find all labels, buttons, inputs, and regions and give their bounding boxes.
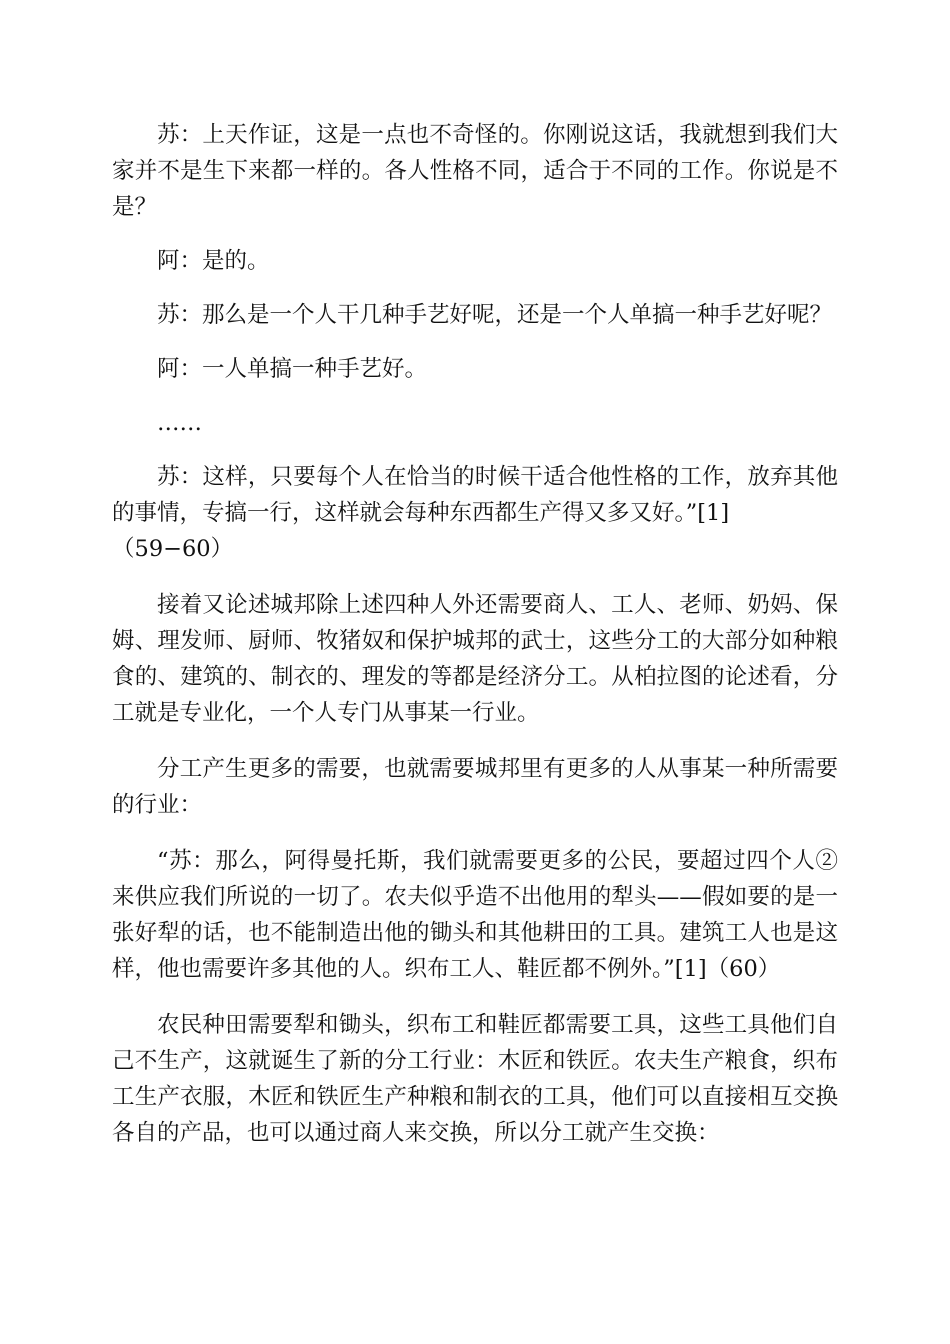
- quote-paragraph-more-citizens: “苏：那么，阿得曼托斯，我们就需要更多的公民，要超过四个人②来供应我们所说的一切了。农夫似乎造不出他用的犁头——假如要的是一张好犁的话，也不能制造出他的锄头和其他耕田的工具。建筑工人也是这样，他也需要许多其他的人。织布工人、鞋匠都不例外。”[1]（60）: [112, 848, 838, 982]
- body-paragraph-exchange: 农民种田需要犁和锄头，织布工和鞋匠都需要工具，这些工具他们自己不生产，这就诞生了新的分工行业：木匠和铁匠。农夫生产粮食，织布工生产衣服，木匠和铁匠生产种粮和制衣的工具，他们可以直接相互交换各自的产品，也可以通过商人来交换，所以分工就产生交换：: [112, 1012, 838, 1146]
- body-paragraph-division-of-labor: 接着又论述城邦除上述四种人外还需要商人、工人、老师、奶妈、保姆、理发师、厨师、牧猪奴和保护城邦的武士，这些分工的大部分如种粮食的、建筑的、制衣的、理发的等都是经济分工。从柏拉图的论述看，分工就是专业化，一个人专门从事某一行业。: [112, 592, 838, 726]
- ellipsis-line: ……: [157, 410, 202, 436]
- dialogue-paragraph-socrates-1: 苏：上天作证，这是一点也不奇怪的。你刚说这话，我就想到我们大家并不是生下来都一样的。各人性格不同，适合于不同的工作。你说是不是？: [112, 122, 838, 220]
- citation-pages: （59−60）: [112, 536, 234, 562]
- body-paragraph-more-needs: 分工产生更多的需要，也就需要城邦里有更多的人从事某一种所需要的行业：: [112, 756, 838, 818]
- document-body: [112, 117, 838, 1151]
- dialogue-paragraph-socrates-2: 苏：那么是一个人干几种手艺好呢，还是一个人单搞一种手艺好呢？: [157, 302, 833, 328]
- dialogue-paragraph-socrates-3: 苏：这样，只要每个人在恰当的时候干适合他性格的工作，放弃其他的事情，专搞一行，这样就会每种东西都生产得又多又好。”[1]: [112, 464, 838, 526]
- dialogue-paragraph-adeimantus-2: 阿：一人单搞一种手艺好。: [157, 356, 428, 382]
- dialogue-paragraph-adeimantus-1: 阿：是的。: [157, 248, 270, 274]
